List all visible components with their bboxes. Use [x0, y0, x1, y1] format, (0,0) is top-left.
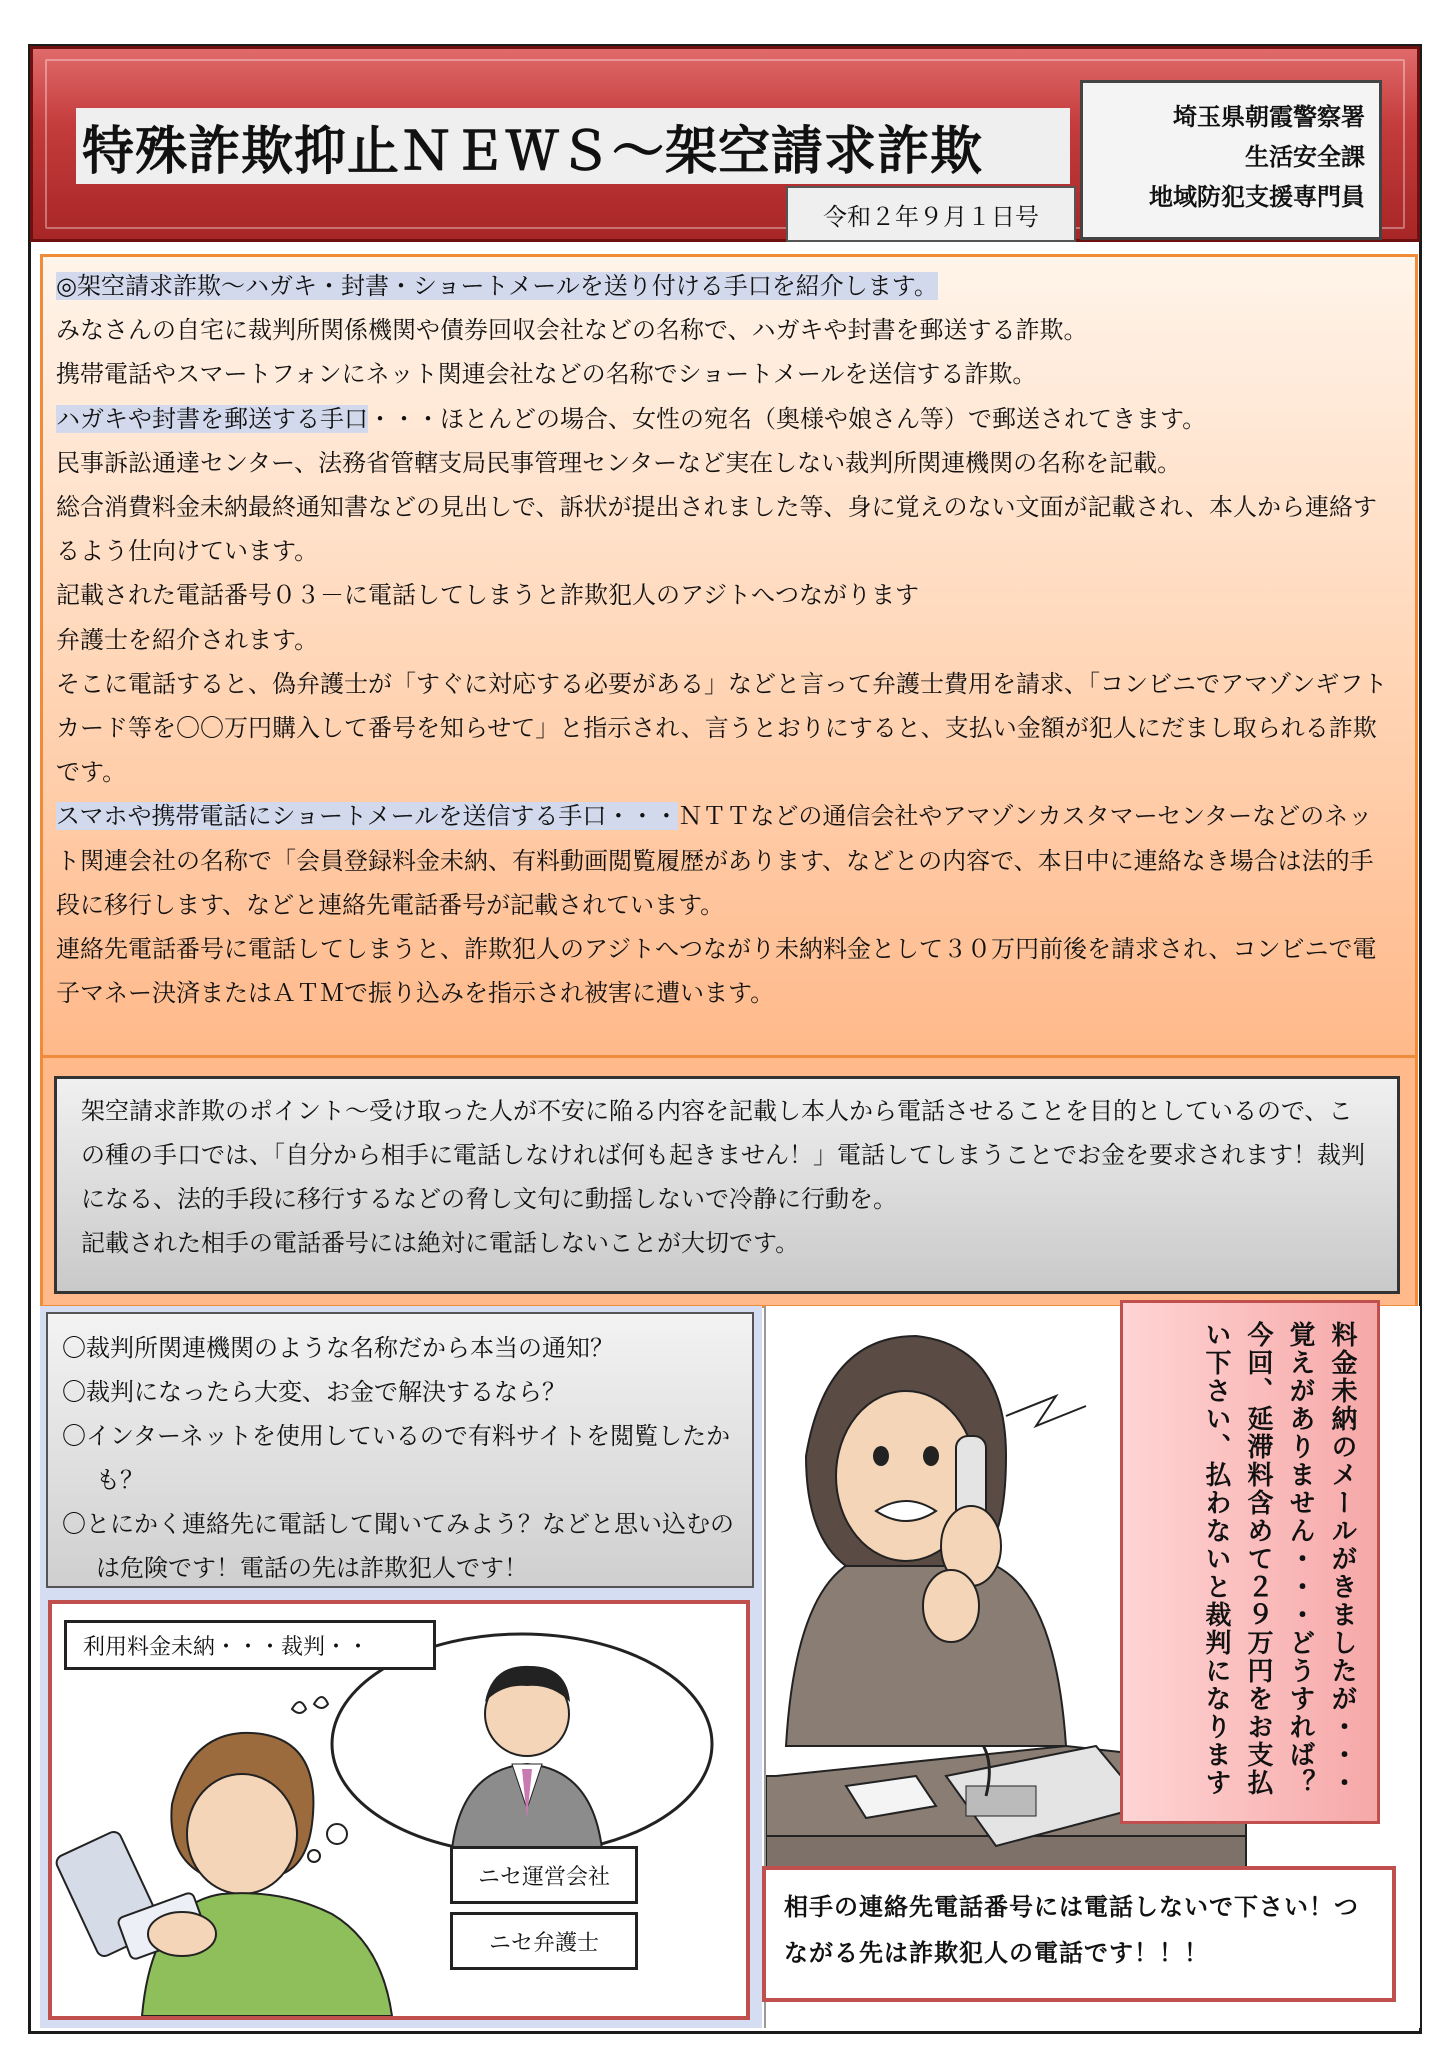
- fake-company-label: ニセ運営会社: [450, 1846, 638, 1904]
- sms-method-highlight: スマホや携帯電話にショートメールを送信する手口・・・: [56, 802, 679, 831]
- title-box: [76, 108, 1070, 184]
- questions-box: [46, 1312, 754, 1588]
- page-title: 特殊詐欺抑止ＮＥＷＳ～架空請求詐欺: [82, 121, 984, 182]
- sms-method-text: ＮＴＴなどの通信会社やアマゾンカスタマーセンターなどのネット関連会社の名称で「会員登録料金未納、有料動画閲覧履歴があります、などとの内容で、本日中に連絡なき場合は法的手段に移行します、などと連絡先電話番号が記載されています。: [56, 802, 1374, 919]
- point-box: [54, 1076, 1400, 1294]
- article-paragraph: 携帯電話やスマートフォンにネット関連会社などの名称でショートメールを送信する詐欺。: [56, 360, 1037, 389]
- mail-method-highlight: ハガキや封書を郵送する手口: [56, 404, 368, 433]
- issue-date: 令和２年９月１日号: [786, 186, 1076, 242]
- article-paragraph: そこに電話すると、偽弁護士が「すぐに対応する必要がある」などと言って弁護士費用を請求、「コンビニでアマゾンギフトカード等を〇〇万円購入して番号を知らせて」と指示され、言うとおりにすると、支払い金額が犯人にだまし取られる詐欺です。: [56, 669, 1388, 787]
- mail-method-text: ・・・ほとんどの場合、女性の宛名（奥様や娘さん等）で郵送されてきます。: [368, 404, 1207, 433]
- article-paragraph: [56, 397, 1396, 441]
- question-item: 〇とにかく連絡先に電話して聞いてみよう？などと思い込むのは危険です！電話の先は詐欺犯人です！: [62, 1510, 734, 1582]
- article-paragraph: みなさんの自宅に裁判所関係機関や債券回収会社などの名称で、ハガキや封書を郵送する詐欺。: [56, 316, 1088, 345]
- org-department: 生活安全課: [1245, 143, 1365, 171]
- article-paragraph: 記載された電話番号０３－に電話してしまうと詐欺犯人のアジトへつながります: [56, 581, 920, 610]
- vertical-dialogue-box: 料金未納のメールがきましたが・・・覚えがありません・・・どうすれば？今回、延滞料含めて２９万円をお支払い下さい、払わないと裁判になります: [1120, 1300, 1380, 1824]
- point-warning: 記載された相手の電話番号には絶対に電話しないことが大切です。: [81, 1229, 800, 1257]
- org-police-station: 埼玉県朝霞警察署: [1173, 103, 1365, 131]
- question-item: 〇裁判になったら大変、お金で解決するなら？: [62, 1378, 566, 1406]
- question-item: 〇裁判所関連機関のような名称だから本当の通知？: [62, 1334, 614, 1362]
- article-paragraph: 連絡先電話番号に電話してしまうと、詐欺犯人のアジトへつながり未納料金として３０万円前後を請求され、コンビニで電子マネー決済またはＡＴＭで振り込みを指示され被害に遭います。: [56, 935, 1377, 1008]
- article-paragraph: 民事訴訟通達センター、法務省管轄支局民事管理センターなど実在しない裁判所関連機関の名称を記載。: [56, 448, 1182, 477]
- article-text: [56, 264, 1396, 1015]
- speech-caption: 利用料金未納・・・裁判・・: [64, 1620, 436, 1670]
- org-specialist: 地域防犯支援専門員: [1149, 183, 1365, 211]
- article-intro: [56, 264, 1396, 308]
- organization-box: [1080, 80, 1382, 240]
- point-text: 架空請求詐欺のポイント～受け取った人が不安に陥る内容を記載し本人から電話させることを目的としているので、この種の手口では、「自分から相手に電話しなければ何も起きません！」電話してしまうことでお金を要求されます！裁判になる、法的手段に移行するなどの脅し文句に動揺しないで冷静に行動を。: [81, 1097, 1365, 1213]
- question-item: 〇インターネットを使用しているので有料サイトを閲覧したかも？: [62, 1422, 731, 1494]
- article-paragraph: [56, 794, 1396, 927]
- article-paragraph: 弁護士を紹介されます。: [56, 625, 319, 654]
- article-paragraph: 総合消費料金未納最終通知書などの見出しで、訴状が提出されました等、身に覚えのない文面が記載され、本人から連絡するよう仕向けています。: [56, 493, 1377, 566]
- bottom-warning-message: 相手の連絡先電話番号には電話しないで下さい！つながる先は詐欺犯人の電話です！！！: [762, 1866, 1396, 2002]
- fake-lawyer-label: ニセ弁護士: [450, 1912, 638, 1970]
- intro-highlight: ◎架空請求詐欺～ハガキ・封書・ショートメールを送り付ける手口を紹介します。: [56, 272, 938, 300]
